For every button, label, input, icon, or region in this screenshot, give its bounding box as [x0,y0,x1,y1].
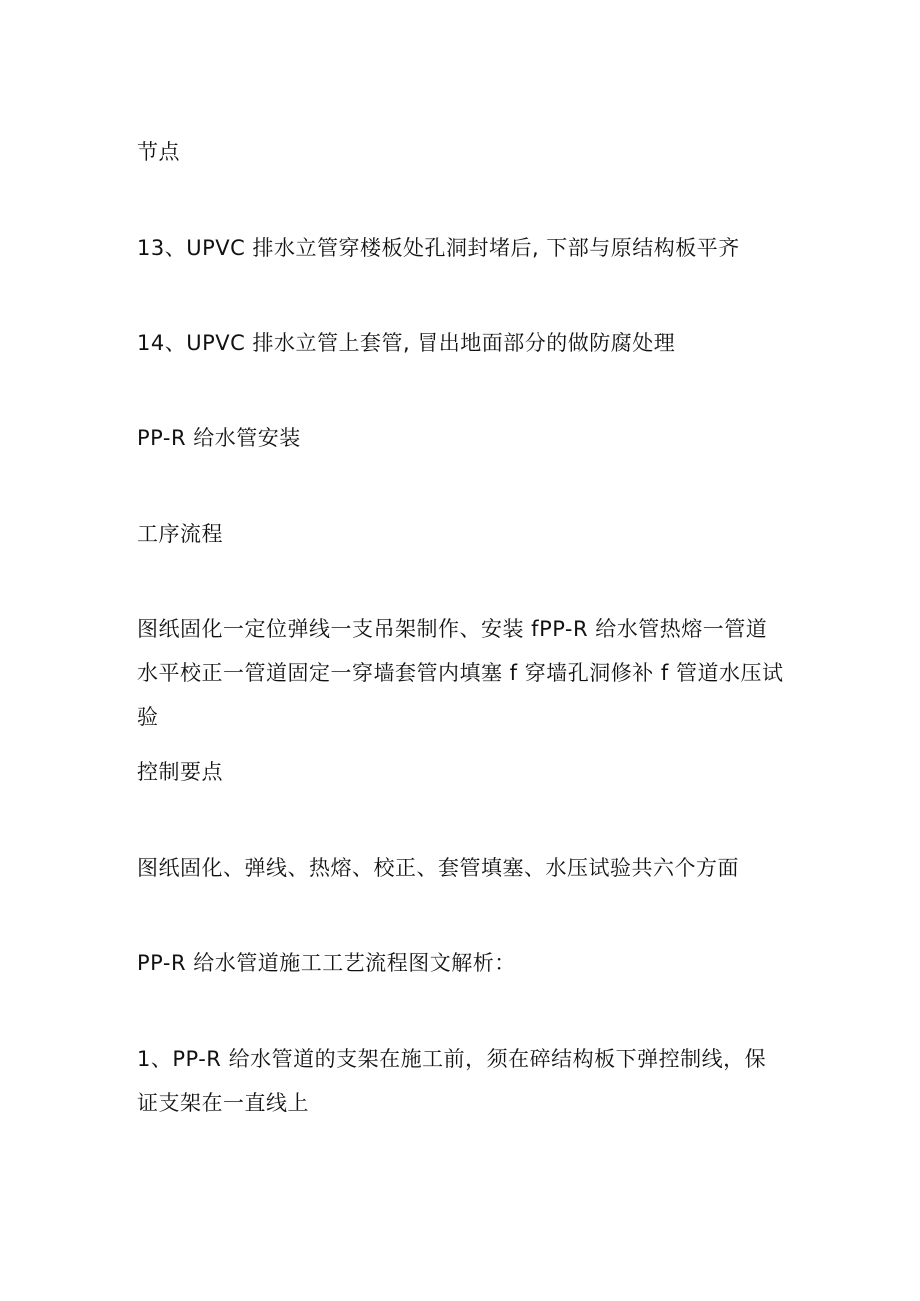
list-item-13: 13、UPVC 排水立管穿楼板处孔洞封堵后, 下部与原结构板平齐 [137,236,740,260]
list-item-14: 14、UPVC 排水立管上套管, 冒出地面部分的做防腐处理 [137,331,676,355]
section-heading-ppr-analysis: PP-R 给水管道施工工艺流程图文解析： [137,951,516,975]
subheading-control-points: 控制要点 [137,760,223,784]
subheading-process-flow: 工序流程 [137,522,223,546]
list-item-1: 1、PP-R 给水管道的支架在施工前，须在碎结构板下弹控制线，保证支架在一直线上 [137,1047,767,1115]
process-flow-text: 图纸固化一定位弹线一支吊架制作、安装 fPP-R 给水管热熔一管道水平校正一管道固定一穿墙套管内填塞 f 穿墙孔洞修补 f 管道水压试验 [137,617,784,729]
section-heading-ppr-install: PP-R 给水管安装 [137,426,301,450]
section-heading-node: 节点 [137,140,180,164]
control-points-text: 图纸固化、弹线、热熔、校正、套管填塞、水压试验共六个方面 [137,856,739,880]
